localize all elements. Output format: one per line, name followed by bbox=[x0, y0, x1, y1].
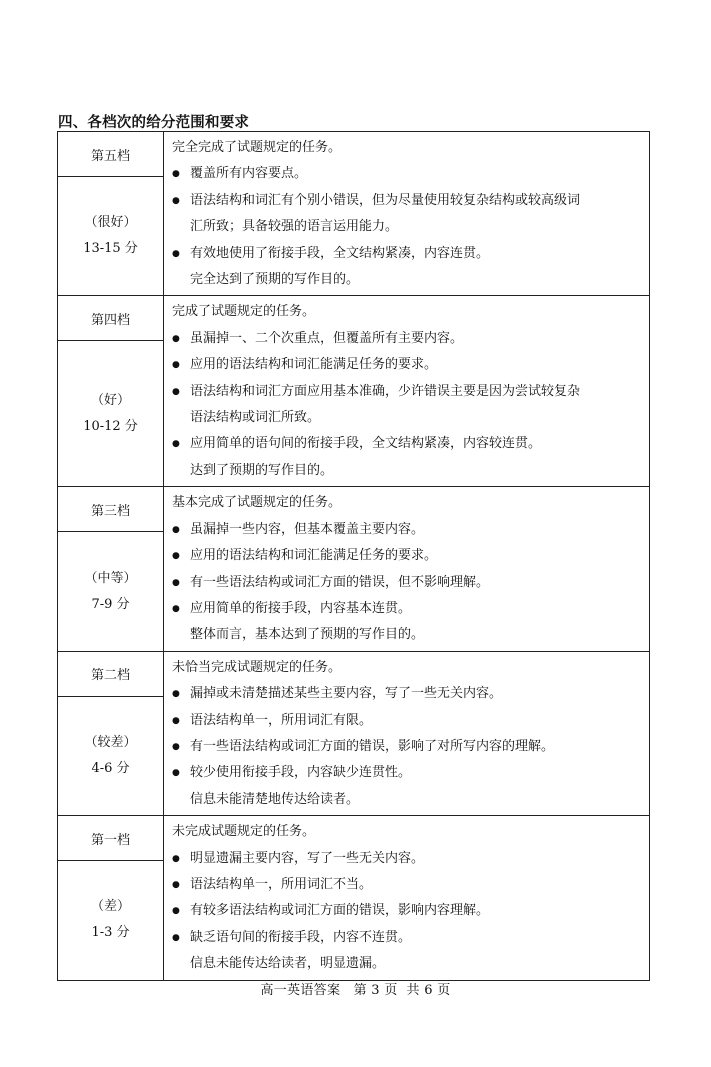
bullet-dot-icon: ● bbox=[172, 169, 180, 180]
bullet-dot-icon: ● bbox=[172, 333, 180, 344]
bullet-dot-icon: ● bbox=[172, 906, 180, 917]
tier-quality: （差） bbox=[90, 899, 130, 915]
tier-name: 第四档 bbox=[58, 296, 163, 341]
bullet-dot-icon: ● bbox=[172, 195, 180, 206]
criteria-bullet-item bbox=[172, 161, 645, 187]
tier-label-column bbox=[58, 132, 164, 295]
criteria-bullet-item bbox=[172, 517, 645, 543]
criteria-text: 较少使用衔接手段，内容缺少连贯性。 bbox=[190, 765, 412, 781]
criteria-text: 语法结构和词汇有个别小错误，但为尽量使用较复杂结构或较高级词 bbox=[190, 192, 581, 208]
criteria-text: 虽漏掉一、二个次重点，但覆盖所有主要内容。 bbox=[190, 330, 464, 346]
bullet-dot-icon: ● bbox=[172, 715, 180, 726]
criteria-bullet-item bbox=[172, 379, 645, 405]
criteria-text: 语法结构或词汇所致。 bbox=[190, 410, 321, 426]
criteria-bullet-item bbox=[172, 188, 645, 214]
criteria-text: 应用的语法结构和词汇能满足任务的要求。 bbox=[190, 548, 438, 564]
bullet-dot-icon: ● bbox=[172, 879, 180, 890]
criteria-text: 应用简单的衔接手段，内容基本连贯。 bbox=[190, 600, 412, 616]
criteria-text: 缺乏语句间的衔接手段，内容不连贯。 bbox=[190, 929, 412, 945]
criteria-text: 有一些语法结构或词汇方面的错误，影响了对所写内容的理解。 bbox=[190, 738, 555, 754]
tier-label-column bbox=[58, 296, 164, 486]
tier-criteria bbox=[164, 652, 650, 815]
tier-label-column bbox=[58, 816, 164, 979]
criteria-bullet-item bbox=[172, 543, 645, 569]
tier-name: 第一档 bbox=[58, 816, 163, 861]
tier-summary: 基本完成了试题规定的任务。 bbox=[172, 495, 342, 511]
criteria-bullet-item bbox=[172, 760, 645, 786]
bullet-dot-icon: ● bbox=[172, 932, 180, 943]
criteria-text: 语法结构单一，所用词汇不当。 bbox=[190, 876, 373, 892]
bullet-dot-icon: ● bbox=[172, 603, 180, 614]
tier-quality: （中等） bbox=[84, 570, 137, 586]
criteria-bullet-item bbox=[172, 352, 645, 378]
bullet-dot-icon: ● bbox=[172, 360, 180, 371]
bullet-dot-icon: ● bbox=[172, 551, 180, 562]
footer-subject: 高一英语答案 bbox=[260, 983, 341, 998]
criteria-text: 有较多语法结构或词汇方面的错误，影响内容理解。 bbox=[190, 903, 490, 919]
tier-quality: （很好） bbox=[84, 215, 137, 231]
tier-quality: （好） bbox=[90, 392, 130, 408]
criteria-text: 漏掉或未清楚描述某些主要内容，写了一些无关内容。 bbox=[190, 686, 503, 702]
page-footer bbox=[0, 979, 711, 998]
criteria-text: 汇所致；具备较强的语言运用能力。 bbox=[190, 219, 399, 235]
criteria-text: 覆盖所有内容要点。 bbox=[190, 166, 308, 182]
criteria-text: 明显遗漏主要内容，写了一些无关内容。 bbox=[190, 850, 425, 866]
tier-quality: （较差） bbox=[84, 734, 137, 750]
tier-name: 第五档 bbox=[58, 132, 163, 177]
tier-row bbox=[58, 296, 650, 487]
criteria-bullet-item bbox=[172, 326, 645, 352]
criteria-bullet-item bbox=[172, 872, 645, 898]
footer-page-number: 第 3 页 bbox=[353, 983, 398, 998]
criteria-text: 应用的语法结构和词汇能满足任务的要求。 bbox=[190, 357, 438, 373]
bullet-dot-icon: ● bbox=[172, 853, 180, 864]
tier-score-range: 13-15 分 bbox=[83, 241, 138, 257]
criteria-text: 有效地使用了衔接手段，全文结构紧凑，内容连贯。 bbox=[190, 245, 490, 261]
criteria-bullet-item bbox=[172, 898, 645, 924]
tier-score-range: 7-9 分 bbox=[91, 596, 130, 612]
tier-score-cell bbox=[58, 177, 163, 295]
tier-criteria bbox=[164, 296, 650, 486]
tier-score-range: 10-12 分 bbox=[83, 418, 138, 434]
tier-score-cell bbox=[58, 861, 163, 979]
section-title: 四、各档次的给分范围和要求 bbox=[58, 115, 250, 131]
criteria-text: 虽漏掉一些内容，但基本覆盖主要内容。 bbox=[190, 521, 425, 537]
criteria-text: 语法结构单一，所用词汇有限。 bbox=[190, 712, 373, 728]
tier-score-cell bbox=[58, 697, 163, 815]
criteria-bullet-item bbox=[172, 596, 645, 622]
criteria-bullet-item bbox=[172, 925, 645, 951]
criteria-text: 语法结构和词汇方面应用基本准确，少许错误主要是因为尝试较复杂 bbox=[190, 383, 581, 399]
tier-conclusion: 信息未能传达给读者，明显遗漏。 bbox=[190, 956, 386, 972]
bullet-dot-icon: ● bbox=[172, 577, 180, 588]
footer-total-pages: 共 6 页 bbox=[406, 983, 451, 998]
criteria-bullet-continuation bbox=[172, 214, 645, 240]
tier-name: 第三档 bbox=[58, 487, 163, 532]
tier-score-range: 1-3 分 bbox=[91, 925, 130, 941]
criteria-bullet-item bbox=[172, 431, 645, 457]
tier-label-column bbox=[58, 487, 164, 650]
tier-row bbox=[58, 487, 650, 651]
tier-name: 第二档 bbox=[58, 652, 163, 697]
tier-criteria bbox=[164, 132, 650, 295]
tier-row bbox=[58, 652, 650, 816]
tier-criteria bbox=[164, 816, 650, 979]
bullet-indent bbox=[172, 214, 190, 240]
tier-row bbox=[58, 816, 650, 980]
bullet-dot-icon: ● bbox=[172, 524, 180, 535]
tier-row bbox=[58, 132, 650, 296]
bullet-dot-icon: ● bbox=[172, 741, 180, 752]
tier-criteria bbox=[164, 487, 650, 650]
criteria-bullet-item bbox=[172, 708, 645, 734]
criteria-bullet-item bbox=[172, 570, 645, 596]
criteria-text: 有一些语法结构或词汇方面的错误，但不影响理解。 bbox=[190, 574, 490, 590]
tier-score-range: 4-6 分 bbox=[91, 760, 130, 776]
tier-label-column bbox=[58, 652, 164, 815]
criteria-text: 应用简单的语句间的衔接手段，全文结构紧凑，内容较连贯。 bbox=[190, 436, 542, 452]
bullet-indent bbox=[172, 405, 190, 431]
tier-summary: 未完成试题规定的任务。 bbox=[172, 824, 316, 840]
tier-score-cell bbox=[58, 341, 163, 486]
tier-conclusion: 达到了预期的写作目的。 bbox=[190, 462, 334, 478]
scoring-table bbox=[57, 131, 650, 981]
criteria-bullet-item bbox=[172, 734, 645, 760]
tier-conclusion: 信息未能清楚地传达给读者。 bbox=[190, 791, 360, 807]
tier-summary: 完全完成了试题规定的任务。 bbox=[172, 140, 342, 155]
bullet-dot-icon: ● bbox=[172, 439, 180, 450]
bullet-dot-icon: ● bbox=[172, 689, 180, 700]
tier-summary: 未恰当完成试题规定的任务。 bbox=[172, 659, 342, 675]
bullet-dot-icon: ● bbox=[172, 248, 180, 259]
criteria-bullet-item bbox=[172, 241, 645, 267]
bullet-dot-icon: ● bbox=[172, 768, 180, 779]
criteria-bullet-item bbox=[172, 846, 645, 872]
criteria-bullet-continuation bbox=[172, 405, 645, 431]
tier-summary: 完成了试题规定的任务。 bbox=[172, 304, 316, 320]
bullet-dot-icon: ● bbox=[172, 386, 180, 397]
tier-conclusion: 整体而言，基本达到了预期的写作目的。 bbox=[190, 627, 425, 643]
criteria-bullet-item bbox=[172, 681, 645, 707]
tier-score-cell bbox=[58, 532, 163, 650]
tier-conclusion: 完全达到了预期的写作目的。 bbox=[190, 272, 360, 288]
